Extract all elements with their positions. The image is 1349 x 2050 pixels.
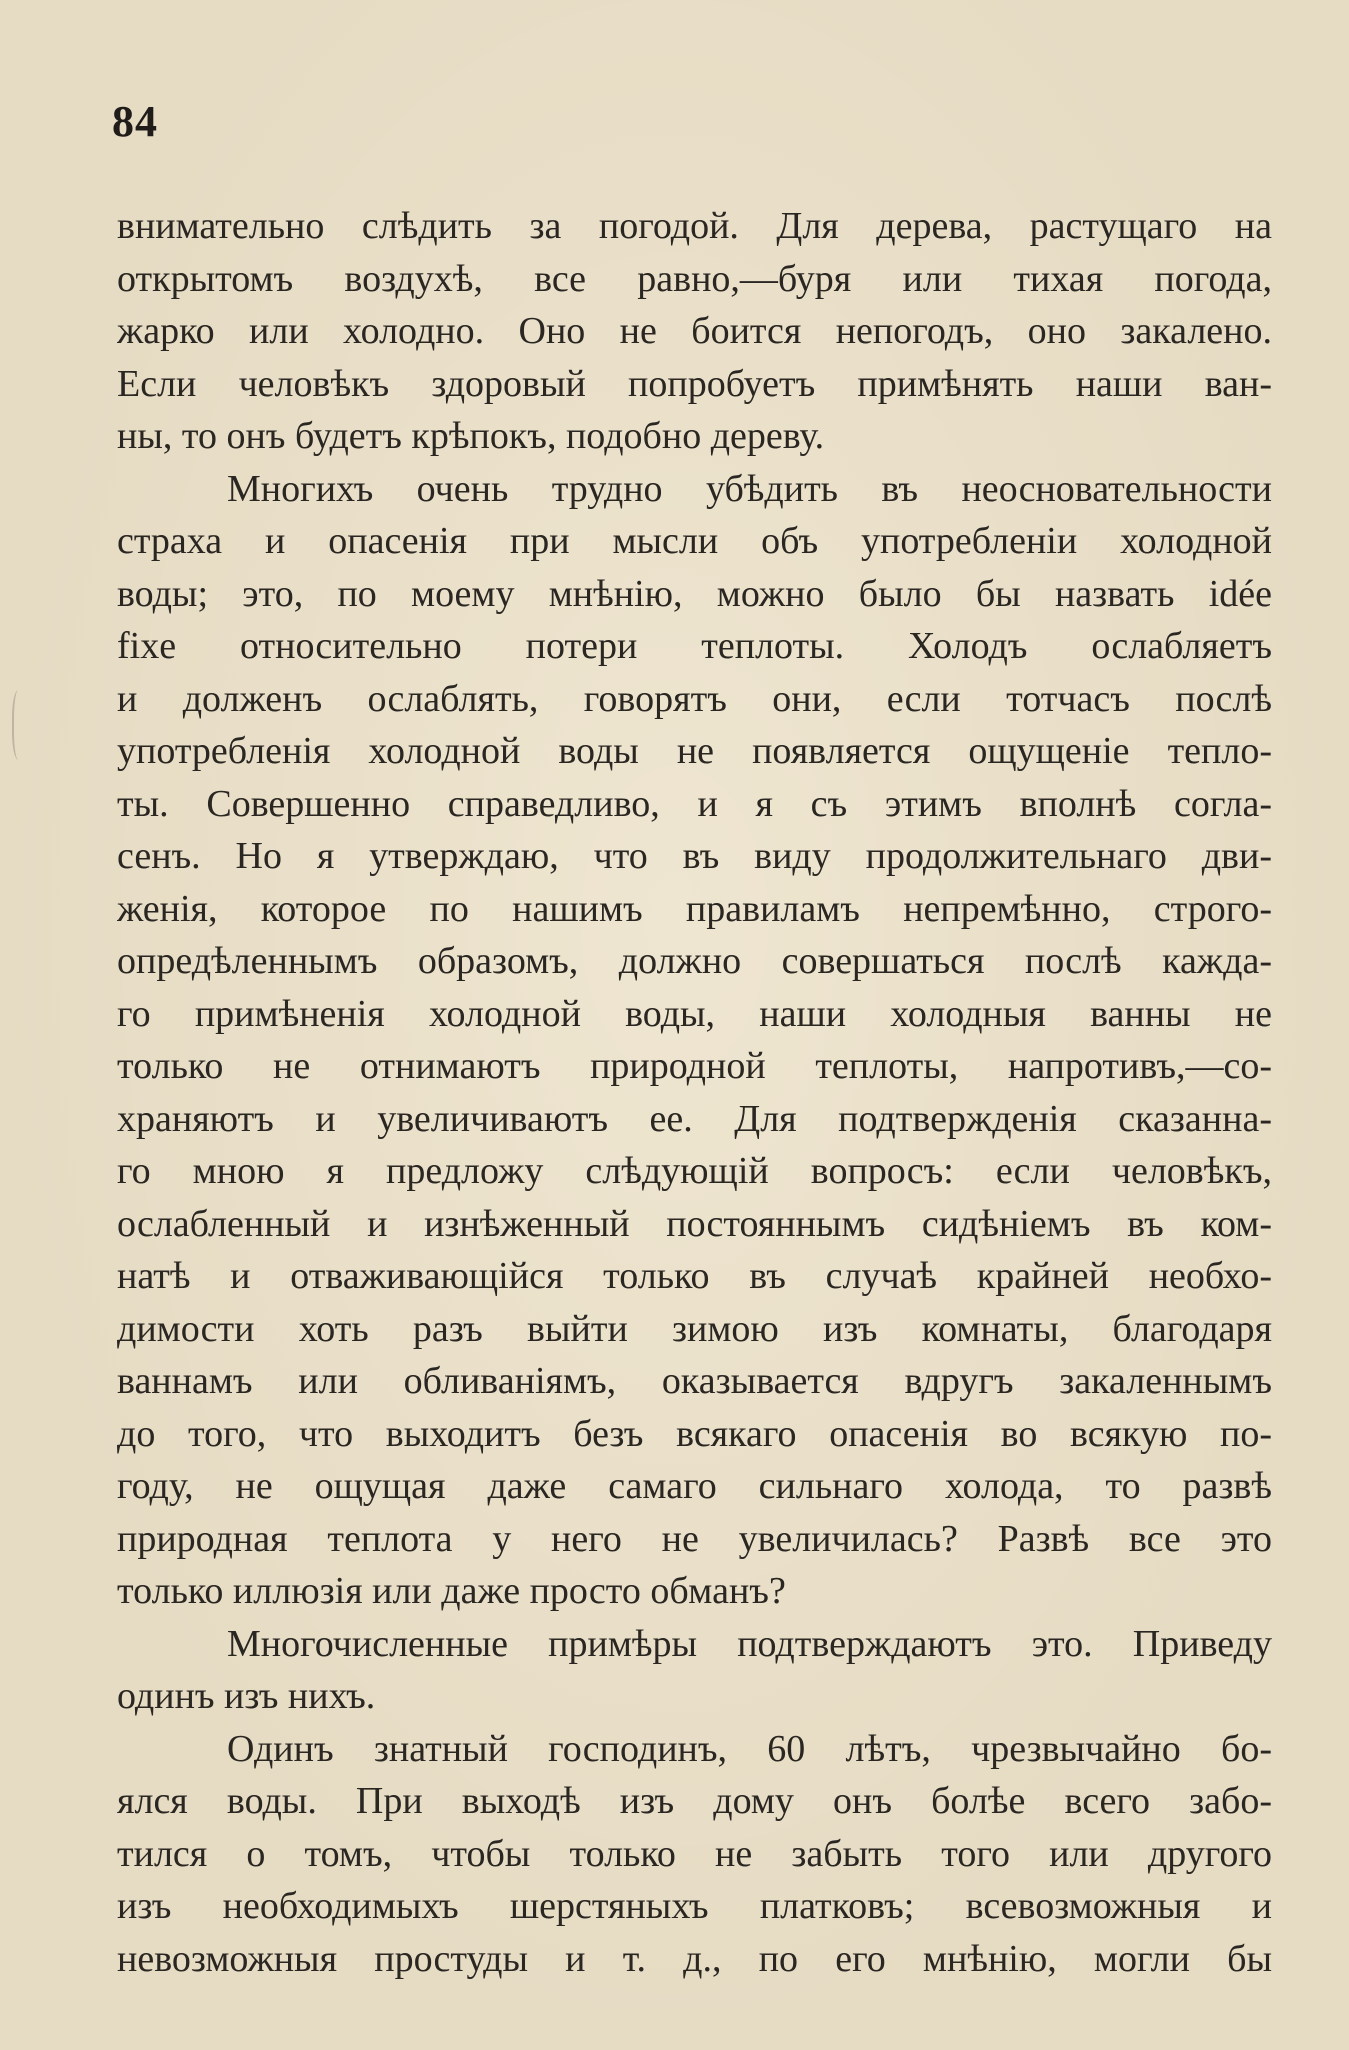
text-line: ны, то онъ будетъ крѣпокъ, подобно дереву.	[117, 415, 825, 457]
text-line: тился о томъ, чтобы только не забыть того или другого	[117, 1832, 1272, 1875]
text-line: внимательно слѣдить за погодой. Для дерева, растущаго на	[117, 205, 1272, 247]
text-line: го примѣненія холодной воды, наши холодныя ванны не	[117, 992, 1272, 1035]
text-line: Одинъ знатный господинъ, 60 лѣтъ, чрезвычайно бо-	[227, 1727, 1272, 1770]
text-line: димости хоть разъ выйти зимою изъ комнаты, благодаря	[117, 1307, 1272, 1350]
text-line: до того, что выходитъ безъ всякаго опасенія во всякую по-	[117, 1412, 1272, 1455]
text-line: Многочисленные примѣры подтверждаютъ это. Приведу	[227, 1622, 1272, 1665]
text-line: открытомъ воздухѣ, все равно,—буря или тихая погода,	[117, 257, 1272, 300]
text-line: ялся воды. При выходѣ изъ дому онъ болѣе всего забо-	[117, 1780, 1272, 1822]
text-line: fixe относительно потери теплоты. Холодъ ослабляетъ	[117, 625, 1272, 667]
body-text	[117, 200, 1272, 1985]
text-line: невозможныя простуды и т. д., по его мнѣнію, могли бы	[117, 1937, 1272, 1980]
text-line: опредѣленнымъ образомъ, должно совершаться послѣ кажда-	[117, 940, 1272, 982]
text-line: го мною я предложу слѣдующій вопросъ: если человѣкъ,	[117, 1150, 1272, 1192]
text-line: природная теплота у него не увеличилась? Развѣ все это	[117, 1517, 1272, 1560]
text-line: и долженъ ослаблять, говорятъ они, если тотчасъ послѣ	[117, 677, 1272, 720]
margin-pencil-mark	[12, 690, 28, 760]
text-line: употребленія холодной воды не появляется ощущеніе тепло-	[117, 730, 1272, 772]
text-line: одинъ изъ нихъ.	[117, 1675, 376, 1717]
text-line: ты. Совершенно справедливо, и я съ этимъ вполнѣ согла-	[117, 782, 1272, 825]
text-line: женія, которое по нашимъ правиламъ непремѣнно, строго-	[117, 887, 1272, 930]
text-line: натѣ и отваживающійся только въ случаѣ крайней необхо-	[117, 1255, 1272, 1297]
text-line: только иллюзія или даже просто обманъ?	[117, 1570, 786, 1612]
page-number: 84	[112, 97, 158, 146]
text-line: Многихъ очень трудно убѣдить въ неосновательности	[227, 467, 1272, 510]
text-line: ваннамъ или обливаніямъ, оказывается вдругъ закаленнымъ	[117, 1360, 1272, 1402]
text-line: изъ необходимыхъ шерстяныхъ платковъ; всевозможныя и	[117, 1885, 1272, 1927]
text-line: ослабленный и изнѣженный постояннымъ сидѣніемъ въ ком-	[117, 1202, 1272, 1245]
text-line: страха и опасенія при мысли объ употребленіи холодной	[117, 520, 1272, 562]
text-line: Если человѣкъ здоровый попробуетъ примѣнять наши ван-	[117, 362, 1272, 405]
text-line: жарко или холодно. Оно не боится непогодъ, оно закалено.	[117, 310, 1272, 352]
text-line: сенъ. Но я утверждаю, что въ виду продолжительнаго дви-	[117, 835, 1272, 877]
text-line: воды; это, по моему мнѣнію, можно было бы назвать idée	[117, 572, 1272, 615]
text-line: храняютъ и увеличиваютъ ее. Для подтвержденія сказанна-	[117, 1097, 1272, 1140]
text-line: году, не ощущая даже самаго сильнаго холода, то развѣ	[117, 1465, 1272, 1507]
text-line: только не отнимаютъ природной теплоты, напротивъ,—со-	[117, 1045, 1272, 1087]
